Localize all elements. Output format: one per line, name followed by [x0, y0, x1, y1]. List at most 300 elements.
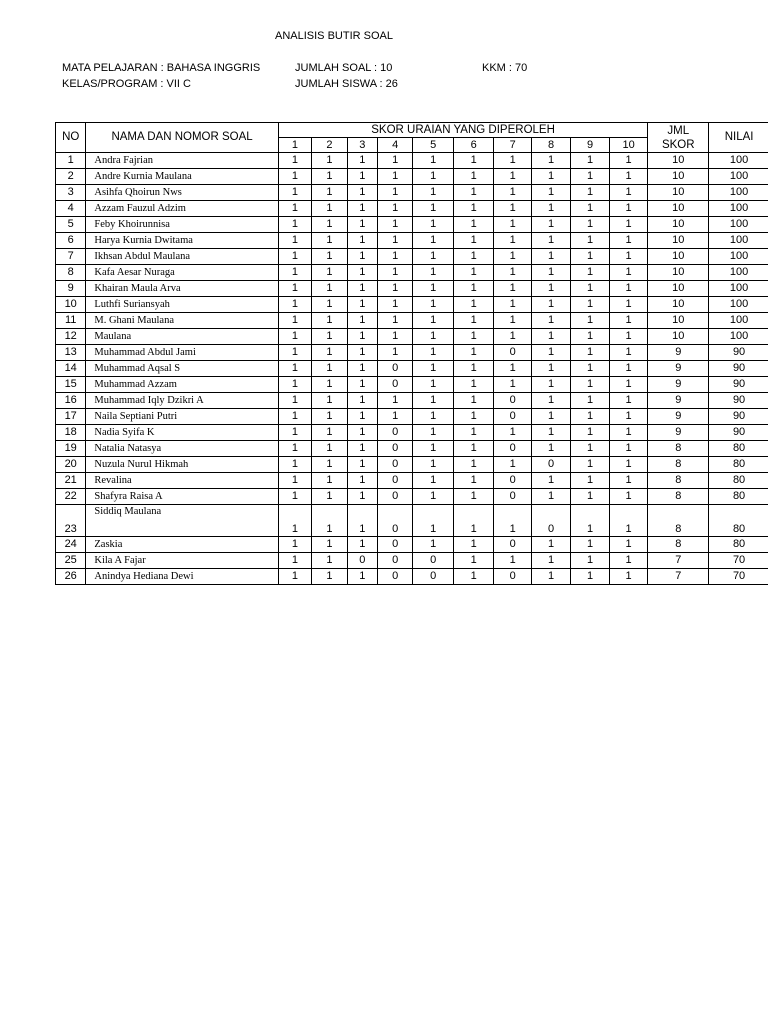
table-row: [56, 313, 768, 329]
score-cell: 1: [571, 569, 609, 585]
row-number: 17: [56, 409, 86, 425]
student-name: Maulana: [86, 329, 278, 345]
table-row: [56, 217, 768, 233]
score-cell: 1: [453, 409, 494, 425]
score-cell: 1: [571, 553, 609, 569]
score-cell: 1: [413, 329, 454, 345]
score-cell: 1: [377, 153, 412, 169]
score-cell: 1: [571, 185, 609, 201]
row-number: 10: [56, 297, 86, 313]
score-cell: 1: [571, 313, 609, 329]
score-cell: 1: [571, 217, 609, 233]
row-number: 25: [56, 553, 86, 569]
score-cell: 1: [531, 489, 570, 505]
score-cell: 1: [278, 537, 311, 553]
score-cell: 1: [571, 281, 609, 297]
score-cell: 1: [531, 473, 570, 489]
score-cell: 1: [377, 313, 412, 329]
table-row: [56, 409, 768, 425]
score-cell: 1: [571, 345, 609, 361]
row-number: 16: [56, 393, 86, 409]
score-cell: 1: [609, 441, 648, 457]
header-no: NO: [56, 123, 86, 153]
score-cell: 1: [531, 329, 570, 345]
score-cell: 1: [312, 361, 347, 377]
score-cell: 0: [377, 457, 412, 473]
score-cell: 1: [571, 361, 609, 377]
grade: 100: [709, 217, 768, 233]
score-cell: 1: [531, 409, 570, 425]
score-cell: 1: [494, 201, 531, 217]
score-cell: 0: [494, 441, 531, 457]
score-cell: 1: [413, 473, 454, 489]
score-cell: 1: [413, 345, 454, 361]
score-cell: 1: [453, 361, 494, 377]
class-label: KELAS/PROGRAM : VII C: [62, 78, 191, 90]
score-cell: 1: [312, 505, 347, 537]
score-cell: 1: [413, 313, 454, 329]
score-cell: 1: [312, 297, 347, 313]
student-name: Naila Septiani Putri: [86, 409, 278, 425]
score-cell: 1: [571, 169, 609, 185]
score-cell: 1: [312, 393, 347, 409]
score-cell: 1: [413, 409, 454, 425]
total-score: 7: [648, 569, 709, 585]
score-cell: 1: [278, 505, 311, 537]
table-row: [56, 345, 768, 361]
header-item-number: 4: [377, 138, 412, 153]
score-cell: 1: [453, 297, 494, 313]
total-score: 8: [648, 537, 709, 553]
student-name: Feby Khoirunnisa: [86, 217, 278, 233]
score-cell: 1: [278, 377, 311, 393]
score-cell: 1: [531, 153, 570, 169]
score-cell: 0: [377, 505, 412, 537]
score-cell: 1: [312, 457, 347, 473]
score-cell: 1: [609, 185, 648, 201]
score-cell: 1: [413, 505, 454, 537]
table-row: [56, 537, 768, 553]
score-cell: 1: [571, 265, 609, 281]
score-cell: 1: [609, 169, 648, 185]
header-item-number: 8: [531, 138, 570, 153]
table-row: [56, 153, 768, 169]
total-score: 8: [648, 473, 709, 489]
score-cell: 1: [531, 233, 570, 249]
score-cell: 1: [453, 233, 494, 249]
score-cell: 1: [571, 233, 609, 249]
score-cell: 1: [312, 249, 347, 265]
score-cell: 1: [453, 441, 494, 457]
score-cell: 1: [453, 313, 494, 329]
score-cell: 1: [413, 281, 454, 297]
table-row: [56, 457, 768, 473]
student-name: Muhammad Abdul Jami: [86, 345, 278, 361]
table-row: [56, 473, 768, 489]
score-cell: 1: [453, 553, 494, 569]
score-cell: 1: [347, 185, 377, 201]
score-cell: 0: [377, 361, 412, 377]
row-number: 5: [56, 217, 86, 233]
score-cell: 1: [347, 569, 377, 585]
score-cell: 1: [278, 217, 311, 233]
score-cell: 1: [609, 265, 648, 281]
score-cell: 1: [609, 249, 648, 265]
student-name: Zaskia: [86, 537, 278, 553]
score-cell: 1: [531, 345, 570, 361]
score-cell: 0: [377, 425, 412, 441]
score-cell: 1: [531, 185, 570, 201]
student-name: Ikhsan Abdul Maulana: [86, 249, 278, 265]
score-cell: 1: [347, 281, 377, 297]
score-cell: 1: [531, 361, 570, 377]
score-cell: 1: [609, 377, 648, 393]
row-number: 11: [56, 313, 86, 329]
total-score: 9: [648, 345, 709, 361]
total-score: 8: [648, 489, 709, 505]
student-name: Khairan Maula Arva: [86, 281, 278, 297]
score-cell: 1: [571, 393, 609, 409]
score-cell: 1: [312, 425, 347, 441]
score-cell: 1: [531, 553, 570, 569]
score-cell: 1: [312, 553, 347, 569]
score-cell: 1: [347, 233, 377, 249]
table-row: [56, 361, 768, 377]
score-cell: 1: [413, 457, 454, 473]
score-cell: 1: [494, 553, 531, 569]
grade: 100: [709, 265, 768, 281]
score-cell: 1: [609, 505, 648, 537]
grade: 90: [709, 409, 768, 425]
score-cell: 1: [312, 473, 347, 489]
score-cell: 0: [377, 553, 412, 569]
table-row: [56, 377, 768, 393]
table-row: [56, 329, 768, 345]
score-cell: 0: [377, 569, 412, 585]
score-cell: 1: [609, 281, 648, 297]
grade: 70: [709, 569, 768, 585]
score-cell: 1: [347, 345, 377, 361]
student-count-label: JUMLAH SISWA : 26: [295, 78, 398, 90]
score-cell: 1: [531, 441, 570, 457]
score-cell: 1: [278, 281, 311, 297]
score-cell: 1: [278, 489, 311, 505]
table-body: [56, 153, 768, 585]
score-cell: 1: [278, 313, 311, 329]
score-cell: 1: [494, 377, 531, 393]
score-cell: 1: [453, 425, 494, 441]
score-cell: 1: [377, 169, 412, 185]
row-number: 20: [56, 457, 86, 473]
score-cell: 1: [377, 329, 412, 345]
score-cell: 1: [278, 345, 311, 361]
student-name: Muhammad Aqsal S: [86, 361, 278, 377]
student-name: Asihfa Qhoirun Nws: [86, 185, 278, 201]
score-cell: 1: [609, 297, 648, 313]
score-cell: 1: [453, 281, 494, 297]
score-cell: 1: [312, 217, 347, 233]
score-cell: 1: [377, 265, 412, 281]
student-name: Kila A Fajar: [86, 553, 278, 569]
grade: 90: [709, 425, 768, 441]
score-cell: 1: [278, 297, 311, 313]
grade: 80: [709, 473, 768, 489]
student-name: Shafyra Raisa A: [86, 489, 278, 505]
score-cell: 1: [531, 425, 570, 441]
score-cell: 1: [278, 393, 311, 409]
score-cell: 1: [312, 377, 347, 393]
score-cell: 1: [571, 201, 609, 217]
score-cell: 1: [312, 233, 347, 249]
score-cell: 1: [278, 169, 311, 185]
score-cell: 1: [347, 265, 377, 281]
score-cell: 0: [377, 377, 412, 393]
score-cell: 1: [377, 297, 412, 313]
grade: 100: [709, 185, 768, 201]
grade: 70: [709, 553, 768, 569]
score-cell: 1: [494, 425, 531, 441]
score-cell: 1: [571, 537, 609, 553]
score-cell: 1: [347, 217, 377, 233]
score-cell: 1: [571, 329, 609, 345]
score-cell: 1: [531, 281, 570, 297]
row-number: 23: [56, 505, 86, 537]
table-row: [56, 249, 768, 265]
grade: 90: [709, 393, 768, 409]
total-score: 10: [648, 297, 709, 313]
score-cell: 1: [377, 345, 412, 361]
grade: 100: [709, 169, 768, 185]
score-cell: 1: [571, 297, 609, 313]
header-item-number: 3: [347, 138, 377, 153]
total-score: 8: [648, 441, 709, 457]
student-name: Revalina: [86, 473, 278, 489]
student-name: Azzam Fauzul Adzim: [86, 201, 278, 217]
score-cell: 1: [494, 217, 531, 233]
score-cell: 1: [531, 393, 570, 409]
grade: 100: [709, 329, 768, 345]
kkm-label: KKM : 70: [482, 62, 528, 74]
score-cell: 1: [278, 553, 311, 569]
grade: 90: [709, 377, 768, 393]
score-cell: 1: [531, 313, 570, 329]
grade: 80: [709, 441, 768, 457]
score-cell: 1: [312, 185, 347, 201]
score-cell: 1: [609, 345, 648, 361]
grade: 90: [709, 361, 768, 377]
score-cell: 1: [377, 281, 412, 297]
question-count-label: JUMLAH SOAL : 10: [295, 62, 393, 74]
score-cell: 1: [347, 537, 377, 553]
score-cell: 1: [377, 217, 412, 233]
score-cell: 1: [453, 265, 494, 281]
score-cell: 1: [609, 329, 648, 345]
total-score: 10: [648, 265, 709, 281]
score-cell: 1: [609, 457, 648, 473]
score-cell: 1: [453, 537, 494, 553]
score-cell: 1: [413, 393, 454, 409]
score-cell: 1: [531, 169, 570, 185]
score-cell: 1: [571, 377, 609, 393]
score-cell: 1: [531, 217, 570, 233]
header-item-number: 1: [278, 138, 311, 153]
score-cell: 1: [413, 153, 454, 169]
table-row: [56, 297, 768, 313]
total-score: 10: [648, 249, 709, 265]
score-cell: 1: [609, 361, 648, 377]
score-cell: 0: [494, 537, 531, 553]
grade: 80: [709, 537, 768, 553]
table-row: [56, 281, 768, 297]
row-number: 3: [56, 185, 86, 201]
score-cell: 1: [312, 409, 347, 425]
score-cell: 1: [312, 313, 347, 329]
score-cell: 1: [278, 153, 311, 169]
score-cell: 1: [377, 185, 412, 201]
header-item-number: 9: [571, 138, 609, 153]
score-cell: 1: [413, 361, 454, 377]
score-cell: 1: [347, 201, 377, 217]
student-name: Natalia Natasya: [86, 441, 278, 457]
row-number: 24: [56, 537, 86, 553]
score-cell: 1: [278, 569, 311, 585]
score-cell: 1: [609, 489, 648, 505]
score-cell: 0: [377, 489, 412, 505]
score-cell: 1: [347, 153, 377, 169]
total-score: 10: [648, 281, 709, 297]
score-cell: 0: [531, 505, 570, 537]
score-cell: 1: [453, 569, 494, 585]
score-cell: 1: [453, 457, 494, 473]
score-cell: 1: [609, 233, 648, 249]
page-title: ANALISIS BUTIR SOAL: [275, 30, 393, 42]
row-number: 4: [56, 201, 86, 217]
score-cell: 1: [531, 537, 570, 553]
score-cell: 1: [531, 569, 570, 585]
score-cell: 1: [278, 473, 311, 489]
score-cell: 1: [347, 425, 377, 441]
score-cell: 1: [347, 297, 377, 313]
score-cell: 1: [413, 377, 454, 393]
header-item-number: 2: [312, 138, 347, 153]
score-cell: 1: [347, 409, 377, 425]
score-cell: 1: [347, 505, 377, 537]
table-row: [56, 489, 768, 505]
score-cell: 1: [453, 329, 494, 345]
score-cell: 1: [453, 393, 494, 409]
score-cell: 1: [347, 441, 377, 457]
score-cell: 1: [347, 393, 377, 409]
student-name: Nuzula Nurul Hikmah: [86, 457, 278, 473]
row-number: 7: [56, 249, 86, 265]
header-item-number: 5: [413, 138, 454, 153]
score-cell: 1: [377, 201, 412, 217]
score-cell: 1: [494, 297, 531, 313]
score-cell: 1: [278, 425, 311, 441]
score-cell: 1: [453, 489, 494, 505]
score-cell: 1: [531, 297, 570, 313]
score-cell: 1: [453, 201, 494, 217]
row-number: 14: [56, 361, 86, 377]
total-score: 7: [648, 553, 709, 569]
score-cell: 1: [347, 377, 377, 393]
score-cell: 1: [347, 313, 377, 329]
score-cell: 1: [347, 361, 377, 377]
row-number: 8: [56, 265, 86, 281]
score-cell: 0: [347, 553, 377, 569]
score-cell: 1: [312, 441, 347, 457]
table-row: [56, 505, 768, 537]
score-cell: 0: [494, 393, 531, 409]
grade: 100: [709, 249, 768, 265]
student-name: Muhammad Iqly Dzikri A: [86, 393, 278, 409]
table-row: [56, 185, 768, 201]
grade: 90: [709, 345, 768, 361]
score-cell: 0: [413, 553, 454, 569]
score-cell: 1: [278, 409, 311, 425]
score-cell: 1: [531, 201, 570, 217]
grade: 100: [709, 201, 768, 217]
score-cell: 1: [494, 281, 531, 297]
score-cell: 1: [453, 505, 494, 537]
score-cell: 1: [278, 457, 311, 473]
score-cell: 1: [453, 249, 494, 265]
score-cell: 1: [312, 153, 347, 169]
score-cell: 0: [377, 473, 412, 489]
score-cell: 1: [413, 249, 454, 265]
score-cell: 1: [531, 377, 570, 393]
score-cell: 1: [312, 569, 347, 585]
score-cell: 1: [278, 329, 311, 345]
table-row: [56, 553, 768, 569]
score-cell: 1: [312, 201, 347, 217]
score-cell: 1: [494, 153, 531, 169]
score-cell: 1: [609, 553, 648, 569]
row-number: 22: [56, 489, 86, 505]
score-cell: 1: [453, 153, 494, 169]
score-cell: 1: [312, 281, 347, 297]
student-name: Andre Kurnia Maulana: [86, 169, 278, 185]
row-number: 19: [56, 441, 86, 457]
total-score: 8: [648, 505, 709, 537]
score-cell: 1: [494, 313, 531, 329]
header-item-number: 6: [453, 138, 494, 153]
header-score-group: SKOR URAIAN YANG DIPEROLEH: [278, 123, 648, 138]
score-cell: 0: [494, 409, 531, 425]
score-cell: 1: [278, 441, 311, 457]
score-cell: 1: [571, 409, 609, 425]
score-cell: 1: [453, 377, 494, 393]
score-cell: 1: [347, 489, 377, 505]
total-score: 10: [648, 233, 709, 249]
table-header: [56, 123, 768, 153]
score-cell: 1: [312, 537, 347, 553]
score-cell: 0: [377, 537, 412, 553]
student-name: Anindya Hediana Dewi: [86, 569, 278, 585]
total-score: 9: [648, 425, 709, 441]
score-cell: 1: [413, 185, 454, 201]
score-cell: 1: [312, 265, 347, 281]
score-cell: 1: [347, 249, 377, 265]
total-score: 10: [648, 329, 709, 345]
row-number: 12: [56, 329, 86, 345]
score-cell: 1: [413, 441, 454, 457]
total-score: 10: [648, 153, 709, 169]
score-cell: 1: [494, 233, 531, 249]
total-score: 10: [648, 201, 709, 217]
score-cell: 1: [312, 329, 347, 345]
score-cell: 1: [571, 457, 609, 473]
